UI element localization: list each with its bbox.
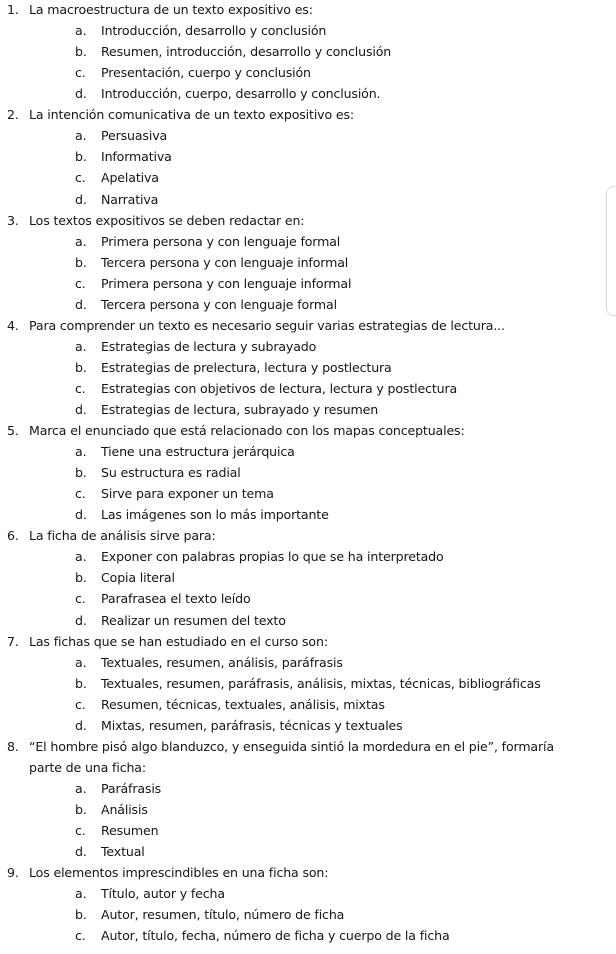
option-text: Paráfrasis — [101, 780, 162, 796]
option-letter: a. — [75, 780, 87, 796]
option-letter: a. — [75, 128, 87, 144]
option-letter: b. — [75, 801, 87, 817]
option-letter: d. — [75, 86, 87, 102]
option-text: Mixtas, resumen, paráfrasis, técnicas y textuales — [101, 717, 403, 733]
option-letter: b. — [75, 675, 87, 691]
question-6 — [7, 528, 216, 544]
option-text: Resumen, técnicas, textuales, análisis, mixtas — [101, 696, 385, 712]
option-4-d — [75, 402, 378, 418]
question-number: 1. — [7, 2, 19, 17]
question-5 — [7, 423, 465, 439]
option-text: Primera persona y con lenguaje informal — [101, 275, 352, 291]
option-7-c — [75, 697, 385, 713]
question-number: 9. — [7, 865, 19, 881]
option-1-b — [75, 44, 391, 60]
option-1-d — [75, 86, 380, 102]
option-text: Parafrasea el texto leído — [101, 591, 251, 607]
option-text: Las imágenes son lo más importante — [101, 507, 329, 523]
option-6-d — [75, 613, 286, 629]
option-9-b — [75, 907, 344, 923]
option-text: Textual — [101, 844, 145, 859]
option-text: Autor, resumen, título, número de ficha — [101, 907, 345, 923]
question-9 — [7, 865, 328, 881]
option-text: Resumen — [101, 823, 159, 838]
option-text: Presentación, cuerpo y conclusión — [101, 65, 311, 81]
option-5-c — [75, 486, 274, 502]
question-text: Los textos expositivos se deben redactar en: — [29, 212, 305, 228]
option-letter: b. — [75, 359, 87, 375]
option-text: Resumen, introducción, desarrollo y conclusión — [101, 44, 392, 60]
question-text: La macroestructura de un texto expositivo es: — [29, 2, 313, 17]
option-letter: b. — [75, 254, 87, 270]
option-letter: a. — [75, 886, 87, 902]
option-8-d — [75, 844, 145, 860]
question-number: 5. — [7, 423, 19, 438]
option-7-b — [75, 676, 541, 692]
option-9-a — [75, 886, 225, 902]
question-text: La ficha de análisis sirve para: — [29, 528, 216, 544]
option-4-c — [75, 381, 457, 397]
option-9-c — [75, 928, 450, 944]
question-text: Marca el enunciado que está relacionado con los mapas conceptuales: — [29, 423, 465, 438]
option-letter: c. — [75, 65, 86, 81]
option-text: Copia literal — [101, 570, 175, 586]
option-4-a — [75, 339, 316, 355]
option-letter: d. — [75, 401, 87, 417]
option-letter: a. — [75, 338, 87, 354]
option-letter: a. — [75, 23, 87, 39]
option-text: Autor, título, fecha, número de ficha y cuerpo de la ficha — [101, 928, 450, 944]
option-letter: d. — [75, 296, 87, 312]
option-text: Narrativa — [101, 191, 159, 207]
option-text: Apelativa — [101, 170, 159, 186]
question-3 — [7, 213, 304, 229]
option-text: Estrategias de prelectura, lectura y postlectura — [101, 359, 392, 375]
option-text: Título, autor y fecha — [101, 886, 225, 902]
option-7-a — [75, 655, 343, 671]
option-text: Tercera persona y con lenguaje formal — [101, 296, 337, 312]
option-4-b — [75, 360, 392, 376]
option-8-c — [75, 823, 158, 839]
option-text: Análisis — [101, 801, 148, 817]
option-letter: c. — [75, 696, 86, 712]
option-3-a — [75, 234, 340, 250]
question-number: 3. — [7, 212, 19, 228]
question-text: La intención comunicativa de un texto expositivo es: — [29, 107, 354, 123]
option-letter: c. — [75, 275, 86, 291]
option-text: Persuasiva — [101, 128, 168, 144]
option-text: Primera persona y con lenguaje formal — [101, 233, 341, 249]
option-text: Introducción, desarrollo y conclusión — [101, 23, 327, 39]
option-7-d — [75, 718, 403, 734]
option-letter: c. — [75, 380, 86, 396]
option-text: Introducción, cuerpo, desarrollo y conclusión. — [101, 86, 381, 102]
option-letter: d. — [75, 612, 87, 628]
option-3-c — [75, 276, 351, 292]
option-text: Realizar un resumen del texto — [101, 612, 286, 628]
question-number: 6. — [7, 528, 19, 544]
option-6-b — [75, 570, 175, 586]
option-2-a — [75, 128, 167, 144]
question-number: 2. — [7, 107, 19, 123]
option-letter: a. — [75, 654, 87, 670]
option-5-d — [75, 507, 329, 523]
question-4 — [7, 318, 505, 334]
option-letter: a. — [75, 233, 87, 249]
option-letter: b. — [75, 44, 87, 60]
question-2 — [7, 107, 354, 123]
option-text: Estrategias de lectura, subrayado y resumen — [101, 401, 379, 417]
question-8-continuation: parte de una ficha: — [29, 759, 146, 775]
page-edge-tab — [606, 186, 616, 316]
option-letter: c. — [75, 170, 86, 186]
option-letter: d. — [75, 717, 87, 733]
option-text: Estrategias con objetivos de lectura, lectura y postlectura — [101, 380, 458, 396]
option-letter: b. — [75, 149, 87, 165]
option-2-d — [75, 192, 158, 208]
question-text: “El hombre pisó algo blanduzco, y enseguida sintió la mordedura en el pie”, formaría — [29, 738, 554, 754]
question-1 — [7, 2, 313, 18]
question-text: Las fichas que se han estudiado en el curso son: — [29, 633, 328, 649]
option-letter: b. — [75, 465, 87, 481]
option-8-b — [75, 802, 148, 818]
option-letter: c. — [75, 591, 86, 607]
option-text: Su estructura es radial — [101, 465, 241, 481]
option-2-b — [75, 149, 172, 165]
option-3-d — [75, 297, 337, 313]
option-text: Tiene una estructura jerárquica — [101, 444, 295, 460]
option-5-b — [75, 465, 241, 481]
option-3-b — [75, 255, 348, 271]
option-letter: d. — [75, 507, 87, 523]
option-text: Sirve para exponer un tema — [101, 486, 274, 502]
question-8 — [7, 739, 554, 755]
option-letter: c. — [75, 486, 86, 502]
question-7 — [7, 634, 328, 650]
option-5-a — [75, 444, 295, 460]
option-8-a — [75, 781, 161, 797]
question-text: Para comprender un texto es necesario seguir varias estrategias de lectura... — [29, 317, 505, 333]
option-letter: b. — [75, 570, 87, 586]
option-letter: b. — [75, 907, 87, 923]
question-number: 7. — [7, 633, 19, 649]
option-letter: d. — [75, 844, 87, 859]
option-6-a — [75, 549, 444, 565]
option-letter: c. — [75, 928, 86, 944]
question-text: Los elementos imprescindibles en una ficha son: — [29, 865, 329, 881]
option-letter: a. — [75, 549, 87, 565]
option-1-c — [75, 65, 311, 81]
option-text: Textuales, resumen, paráfrasis, análisis, mixtas, técnicas, bibliográficas — [101, 675, 541, 691]
option-2-c — [75, 170, 159, 186]
option-text: Exponer con palabras propias lo que se ha interpretado — [101, 549, 444, 565]
option-6-c — [75, 591, 251, 607]
option-letter: a. — [75, 444, 87, 460]
option-letter: c. — [75, 823, 86, 838]
question-number: 4. — [7, 317, 19, 333]
question-number: 8. — [7, 738, 19, 754]
option-text: Textuales, resumen, análisis, paráfrasis — [101, 654, 343, 670]
option-1-a — [75, 23, 326, 39]
option-letter: d. — [75, 191, 87, 207]
option-text: Tercera persona y con lenguaje informal — [101, 254, 349, 270]
option-text: Estrategias de lectura y subrayado — [101, 338, 317, 354]
option-text: Informativa — [101, 149, 172, 165]
